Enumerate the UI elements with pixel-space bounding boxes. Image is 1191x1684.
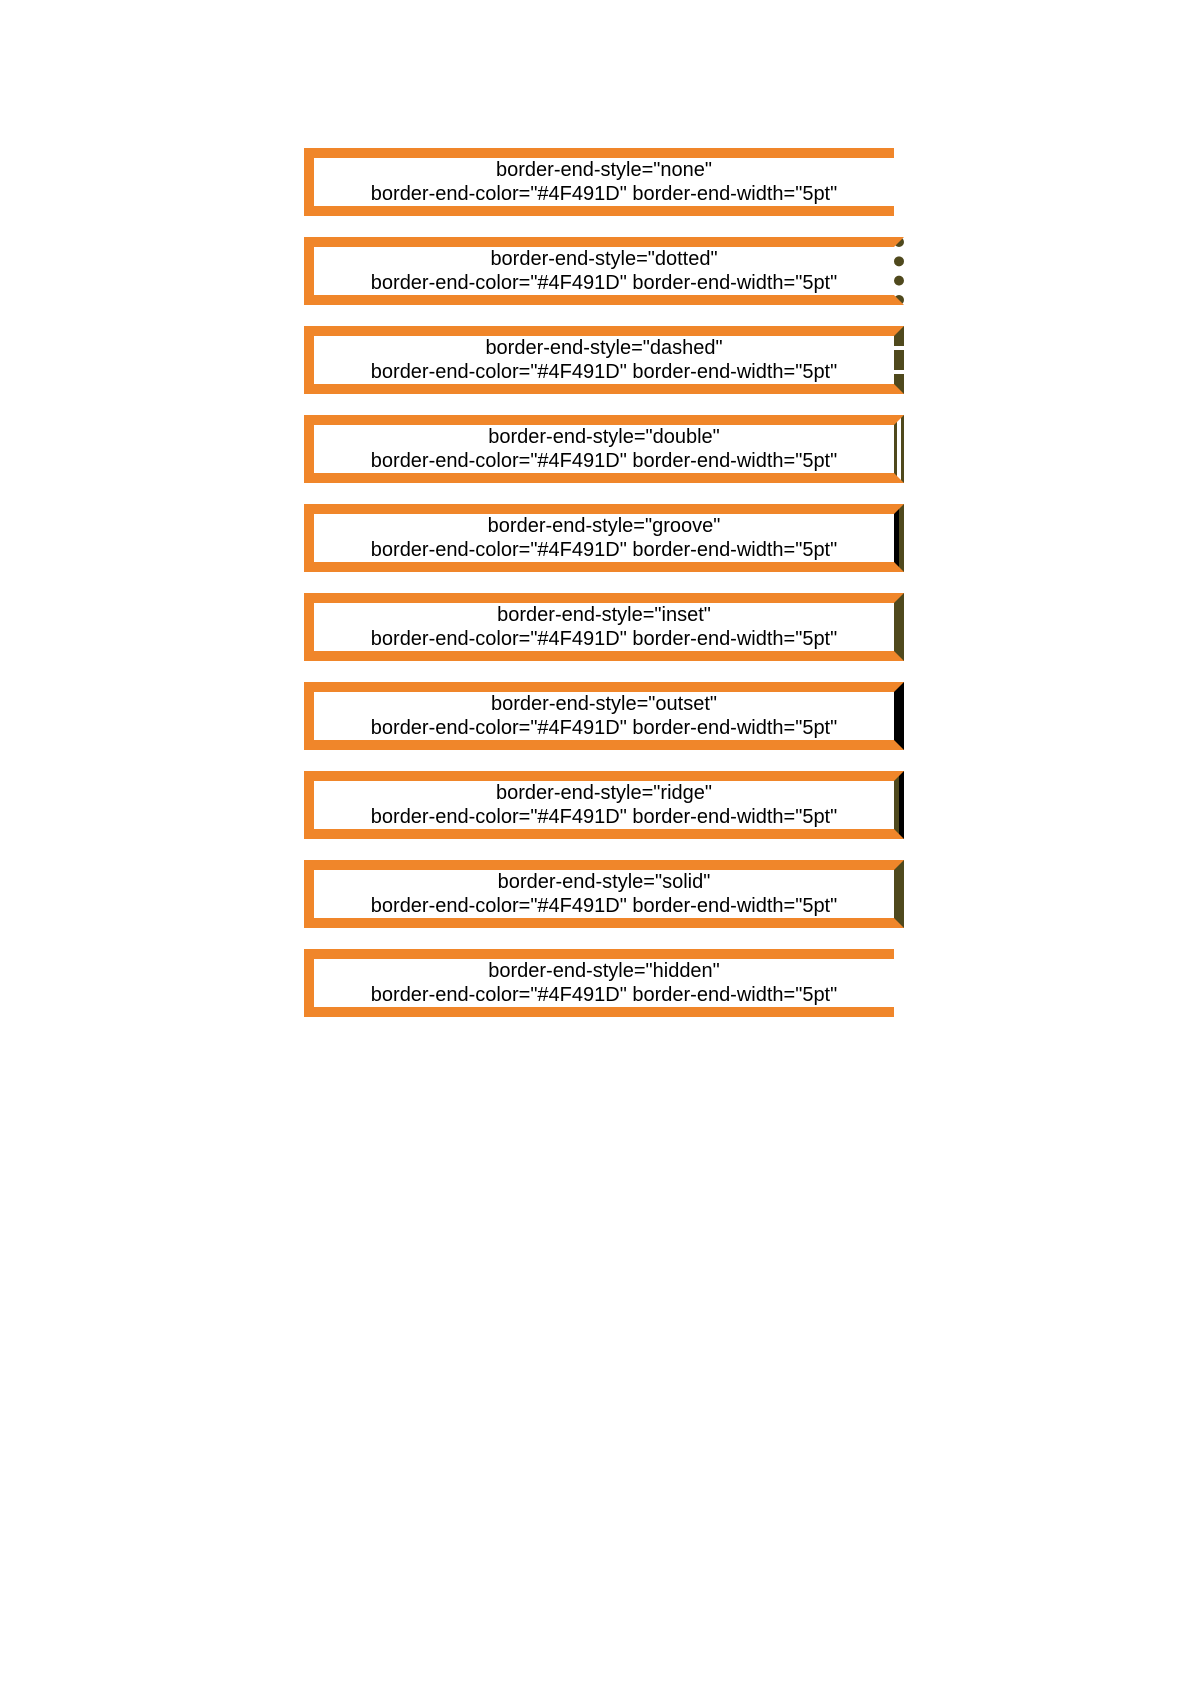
border-block-stack	[304, 148, 904, 1038]
block-color-width-line: border-end-color="#4F491D" border-end-width="5pt"	[370, 272, 838, 294]
block-border-end-groove	[304, 504, 904, 572]
block-border-end-outset	[304, 682, 904, 750]
block-text	[314, 336, 894, 384]
block-text	[314, 870, 894, 918]
block-border-end-inset	[304, 593, 904, 661]
block-color-width-line: border-end-color="#4F491D" border-end-width="5pt"	[370, 984, 838, 1006]
block-border-end-dotted	[304, 237, 904, 305]
block-style-line: border-end-style="dotted"	[490, 248, 718, 270]
block-style-line: border-end-style="hidden"	[488, 960, 720, 982]
block-style-line: border-end-style="groove"	[487, 515, 721, 537]
block-color-width-line: border-end-color="#4F491D" border-end-width="5pt"	[370, 806, 838, 828]
block-text	[314, 603, 894, 651]
block-color-width-line: border-end-color="#4F491D" border-end-width="5pt"	[370, 628, 838, 650]
block-border-end-none	[304, 148, 894, 216]
block-border-end-dashed	[304, 326, 904, 394]
block-color-width-line: border-end-color="#4F491D" border-end-width="5pt"	[370, 895, 838, 917]
block-text	[314, 692, 894, 740]
block-border-end-double	[304, 415, 904, 483]
block-border-end-hidden	[304, 949, 894, 1017]
block-color-width-line: border-end-color="#4F491D" border-end-width="5pt"	[370, 183, 838, 205]
block-text	[314, 514, 894, 562]
block-border-end-ridge	[304, 771, 904, 839]
block-style-line: border-end-style="double"	[488, 426, 720, 448]
block-color-width-line: border-end-color="#4F491D" border-end-width="5pt"	[370, 361, 838, 383]
block-text	[314, 158, 894, 206]
block-text	[314, 959, 894, 1007]
block-border-end-solid	[304, 860, 904, 928]
block-style-line: border-end-style="inset"	[497, 604, 711, 626]
block-text	[314, 247, 894, 295]
block-style-line: border-end-style="ridge"	[496, 782, 712, 804]
block-text	[314, 781, 894, 829]
block-text	[314, 425, 894, 473]
block-style-line: border-end-style="solid"	[497, 871, 711, 893]
block-style-line: border-end-style="none"	[496, 159, 712, 181]
block-style-line: border-end-style="outset"	[491, 693, 717, 715]
block-style-line: border-end-style="dashed"	[485, 337, 723, 359]
block-color-width-line: border-end-color="#4F491D" border-end-width="5pt"	[370, 717, 838, 739]
block-color-width-line: border-end-color="#4F491D" border-end-width="5pt"	[370, 539, 838, 561]
block-color-width-line: border-end-color="#4F491D" border-end-width="5pt"	[370, 450, 838, 472]
